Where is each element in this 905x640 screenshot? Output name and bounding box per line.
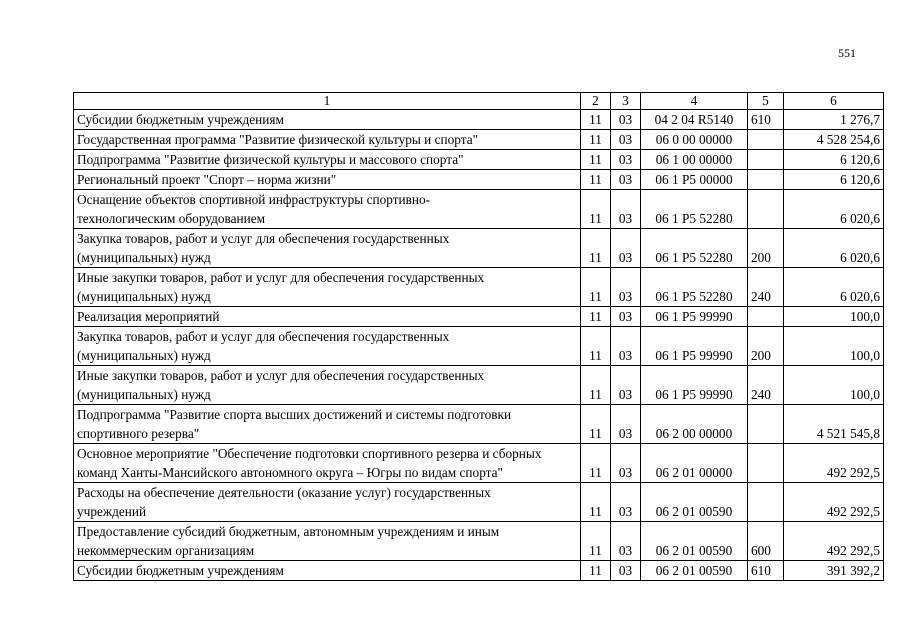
row-subsection: 03 (611, 150, 641, 170)
column-header-4: 4 (641, 93, 748, 110)
row-name: Иные закупки товаров, работ и услуг для обеспечения государственных (муниципальных) нужд (74, 366, 581, 405)
row-target-article: 06 1 P5 99990 (641, 307, 748, 327)
row-expense-type (748, 405, 784, 444)
row-amount: 492 292,5 (784, 444, 884, 483)
row-subsection: 03 (611, 307, 641, 327)
row-section: 11 (581, 405, 611, 444)
row-expense-type (748, 190, 784, 229)
row-section: 11 (581, 130, 611, 150)
table-row (74, 561, 884, 581)
row-amount: 6 120,6 (784, 150, 884, 170)
row-section: 11 (581, 150, 611, 170)
row-target-article: 06 1 P5 99990 (641, 366, 748, 405)
row-subsection: 03 (611, 130, 641, 150)
row-expense-type: 610 (748, 561, 784, 581)
table-header-row (74, 93, 884, 110)
table-row (74, 110, 884, 130)
row-name: Субсидии бюджетным учреждениям (74, 110, 581, 130)
row-section: 11 (581, 483, 611, 522)
row-subsection: 03 (611, 110, 641, 130)
row-subsection: 03 (611, 268, 641, 307)
row-amount: 391 392,2 (784, 561, 884, 581)
row-expense-type: 200 (748, 229, 784, 268)
row-target-article: 06 1 P5 52280 (641, 190, 748, 229)
table-row (74, 130, 884, 150)
row-name: Субсидии бюджетным учреждениям (74, 561, 581, 581)
row-name: Основное мероприятие "Обеспечение подготовки спортивного резерва и сборных команд Ханты-Мансийского автономного округа – Югры по видам спорта" (74, 444, 581, 483)
table-row (74, 366, 884, 405)
row-name: Предоставление субсидий бюджетным, автономным учреждениям и иным некоммерческим организациям (74, 522, 581, 561)
row-subsection: 03 (611, 366, 641, 405)
row-expense-type (748, 170, 784, 190)
row-subsection: 03 (611, 522, 641, 561)
row-expense-type (748, 150, 784, 170)
row-section: 11 (581, 268, 611, 307)
row-amount: 6 120,6 (784, 170, 884, 190)
row-section: 11 (581, 229, 611, 268)
table-row (74, 522, 884, 561)
row-subsection: 03 (611, 405, 641, 444)
row-subsection: 03 (611, 483, 641, 522)
row-expense-type: 240 (748, 366, 784, 405)
table-row (74, 327, 884, 366)
row-subsection: 03 (611, 561, 641, 581)
row-subsection: 03 (611, 190, 641, 229)
row-target-article: 06 2 00 00000 (641, 405, 748, 444)
row-amount: 4 521 545,8 (784, 405, 884, 444)
column-header-3: 3 (611, 93, 641, 110)
row-section: 11 (581, 366, 611, 405)
row-name: Подпрограмма "Развитие спорта высших достижений и системы подготовки спортивного резерва" (74, 405, 581, 444)
row-amount: 6 020,6 (784, 229, 884, 268)
table-row (74, 405, 884, 444)
row-amount: 492 292,5 (784, 522, 884, 561)
table-row (74, 229, 884, 268)
row-name: Государственная программа "Развитие физической культуры и спорта" (74, 130, 581, 150)
row-section: 11 (581, 522, 611, 561)
row-section: 11 (581, 110, 611, 130)
column-header-6: 6 (784, 93, 884, 110)
row-subsection: 03 (611, 327, 641, 366)
row-target-article: 04 2 04 R5140 (641, 110, 748, 130)
row-target-article: 06 2 01 00590 (641, 522, 748, 561)
row-expense-type: 600 (748, 522, 784, 561)
row-target-article: 06 0 00 00000 (641, 130, 748, 150)
row-subsection: 03 (611, 170, 641, 190)
row-expense-type: 610 (748, 110, 784, 130)
row-amount: 100,0 (784, 307, 884, 327)
row-subsection: 03 (611, 229, 641, 268)
row-target-article: 06 1 P5 52280 (641, 229, 748, 268)
row-amount: 6 020,6 (784, 268, 884, 307)
row-target-article: 06 1 P5 99990 (641, 327, 748, 366)
row-section: 11 (581, 561, 611, 581)
row-target-article: 06 2 01 00590 (641, 483, 748, 522)
table-row (74, 190, 884, 229)
row-expense-type: 240 (748, 268, 784, 307)
row-amount: 100,0 (784, 366, 884, 405)
table-row (74, 150, 884, 170)
row-target-article: 06 2 01 00000 (641, 444, 748, 483)
row-section: 11 (581, 190, 611, 229)
row-expense-type: 200 (748, 327, 784, 366)
row-section: 11 (581, 170, 611, 190)
budget-table (73, 92, 884, 581)
row-name: Подпрограмма "Развитие физической культуры и массового спорта" (74, 150, 581, 170)
row-name: Закупка товаров, работ и услуг для обеспечения государственных (муниципальных) нужд (74, 229, 581, 268)
row-name: Иные закупки товаров, работ и услуг для обеспечения государственных (муниципальных) нужд (74, 268, 581, 307)
row-target-article: 06 2 01 00590 (641, 561, 748, 581)
row-name: Региональный проект "Спорт – норма жизни" (74, 170, 581, 190)
column-header-2: 2 (581, 93, 611, 110)
table-row (74, 170, 884, 190)
row-subsection: 03 (611, 444, 641, 483)
table-row (74, 268, 884, 307)
row-expense-type (748, 307, 784, 327)
column-header-5: 5 (748, 93, 784, 110)
row-name: Расходы на обеспечение деятельности (оказание услуг) государственных учреждений (74, 483, 581, 522)
row-name: Оснащение объектов спортивной инфраструктуры спортивно-технологическим оборудованием (74, 190, 581, 229)
column-header-1: 1 (74, 93, 581, 110)
table-row (74, 444, 884, 483)
page-number: 551 (838, 46, 856, 60)
row-section: 11 (581, 327, 611, 366)
table-row (74, 307, 884, 327)
row-expense-type (748, 444, 784, 483)
row-name: Закупка товаров, работ и услуг для обеспечения государственных (муниципальных) нужд (74, 327, 581, 366)
row-amount: 1 276,7 (784, 110, 884, 130)
row-name: Реализация мероприятий (74, 307, 581, 327)
table-row (74, 483, 884, 522)
row-amount: 4 528 254,6 (784, 130, 884, 150)
row-expense-type (748, 483, 784, 522)
row-amount: 492 292,5 (784, 483, 884, 522)
row-target-article: 06 1 00 00000 (641, 150, 748, 170)
row-target-article: 06 1 P5 52280 (641, 268, 748, 307)
row-expense-type (748, 130, 784, 150)
row-target-article: 06 1 P5 00000 (641, 170, 748, 190)
row-amount: 6 020,6 (784, 190, 884, 229)
row-section: 11 (581, 444, 611, 483)
row-section: 11 (581, 307, 611, 327)
row-amount: 100,0 (784, 327, 884, 366)
